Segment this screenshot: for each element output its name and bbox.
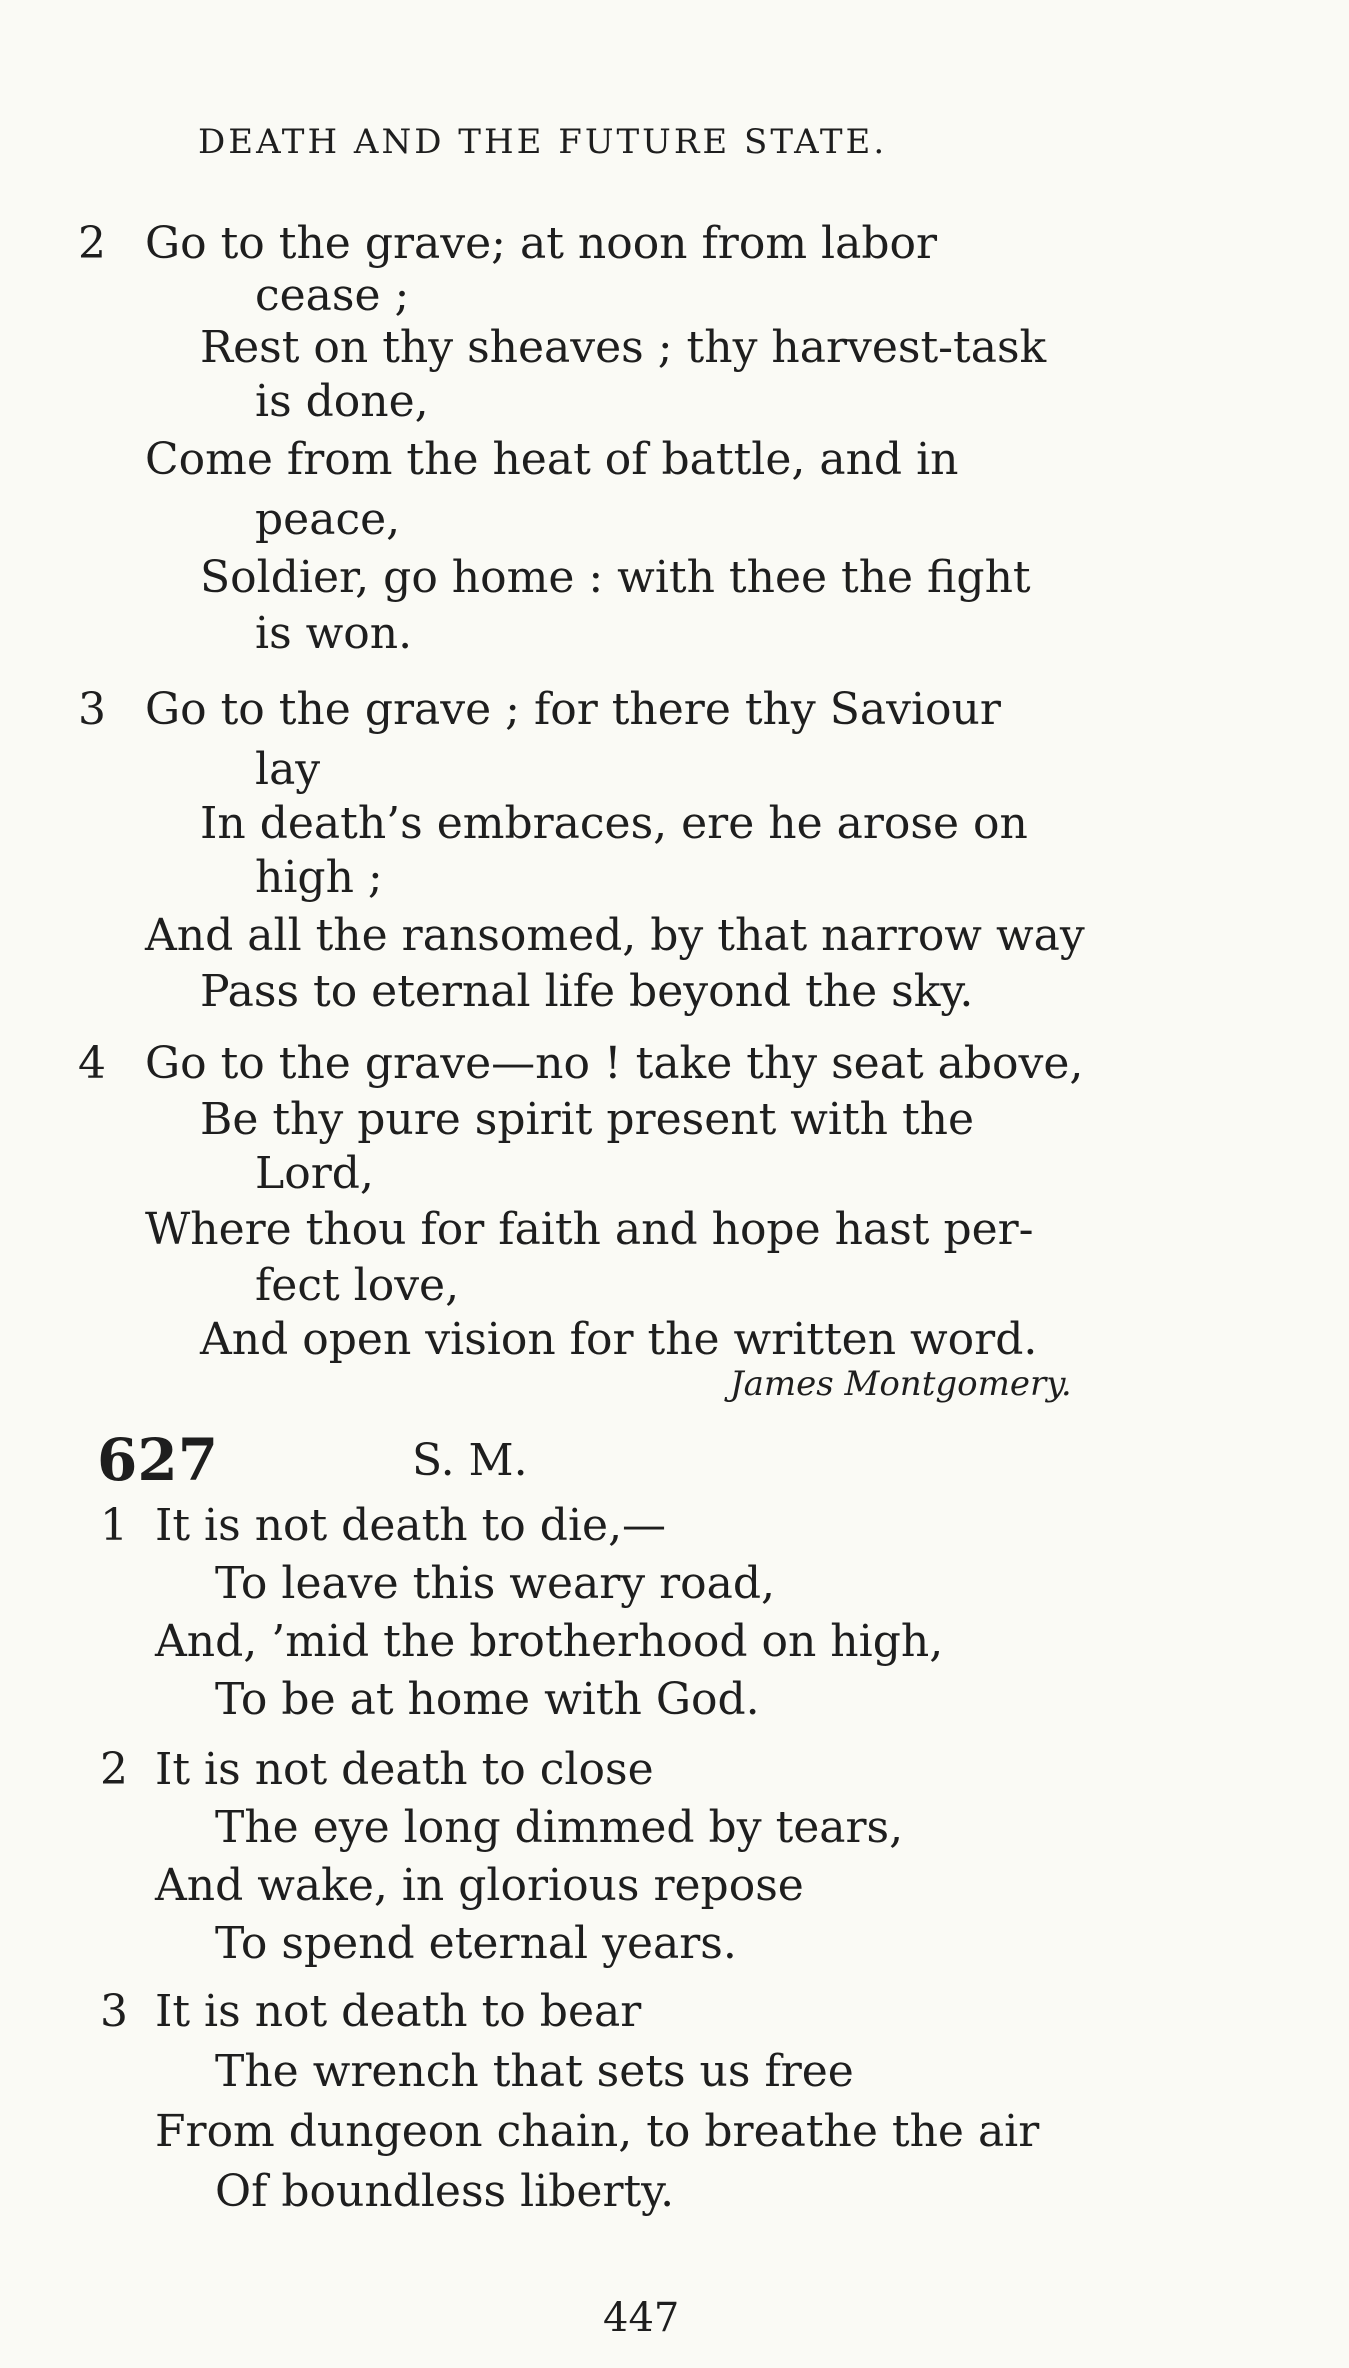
verse-line: Go to the grave ; for there thy Saviour (145, 684, 1001, 735)
verse-line: is done, (255, 376, 429, 427)
verse-number: 3 (78, 684, 106, 735)
author-attribution: James Montgomery. (730, 1364, 1072, 1404)
hymn-number: 627 (97, 1426, 219, 1494)
hymn-meter: S. M. (412, 1435, 528, 1486)
verse-line: high ; (255, 852, 383, 903)
verse-line: From dungeon chain, to breathe the air (155, 2106, 1040, 2157)
verse-line: Be thy pure spirit present with the (200, 1094, 975, 1145)
verse-line: Come from the heat of battle, and in (145, 434, 959, 485)
verse-line: The wrench that sets us free (215, 2046, 854, 2097)
verse-line: The eye long dimmed by tears, (215, 1802, 904, 1853)
verse-line: Pass to eternal life beyond the sky. (200, 966, 974, 1017)
verse-number: 1 (100, 1500, 128, 1551)
verse-line: peace, (255, 494, 401, 545)
verse-line: Where thou for faith and hope hast per- (145, 1204, 1034, 1255)
verse-number: 2 (100, 1744, 128, 1795)
verse-line: Rest on thy sheaves ; thy harvest-task (200, 322, 1047, 373)
verse-line: lay (255, 744, 321, 795)
verse-line: Soldier, go home : with thee the fight (200, 552, 1031, 603)
verse-line: Lord, (255, 1148, 374, 1199)
running-header: DEATH AND THE FUTURE STATE. (198, 122, 888, 162)
verse-line: cease ; (255, 270, 410, 321)
verse-number: 3 (100, 1986, 128, 2037)
verse-line: And, ’mid the brotherhood on high, (155, 1616, 944, 1667)
verse-line: And wake, in glorious repose (155, 1860, 804, 1911)
verse-line: Of boundless liberty. (215, 2166, 675, 2217)
verse-line: And all the ransomed, by that narrow way (145, 910, 1085, 961)
verse-number: 4 (78, 1038, 106, 1089)
verse-line: To leave this weary road, (215, 1558, 776, 1609)
verse-line: To be at home with God. (215, 1674, 760, 1725)
verse-line: It is not death to close (155, 1744, 654, 1795)
verse-line: In death’s embraces, ere he arose on (200, 798, 1028, 849)
verse-line: Go to the grave—no ! take thy seat above, (145, 1038, 1084, 1089)
verse-line: It is not death to die,— (155, 1500, 667, 1551)
verse-line: Go to the grave; at noon from labor (145, 218, 938, 269)
verse-line: fect love, (255, 1260, 460, 1311)
page-number: 447 (603, 2295, 680, 2341)
verse-number: 2 (78, 218, 106, 269)
verse-line: To spend eternal years. (215, 1918, 737, 1969)
verse-line: is won. (255, 608, 413, 659)
verse-line: And open vision for the written word. (200, 1314, 1038, 1365)
verse-line: It is not death to bear (155, 1986, 642, 2037)
